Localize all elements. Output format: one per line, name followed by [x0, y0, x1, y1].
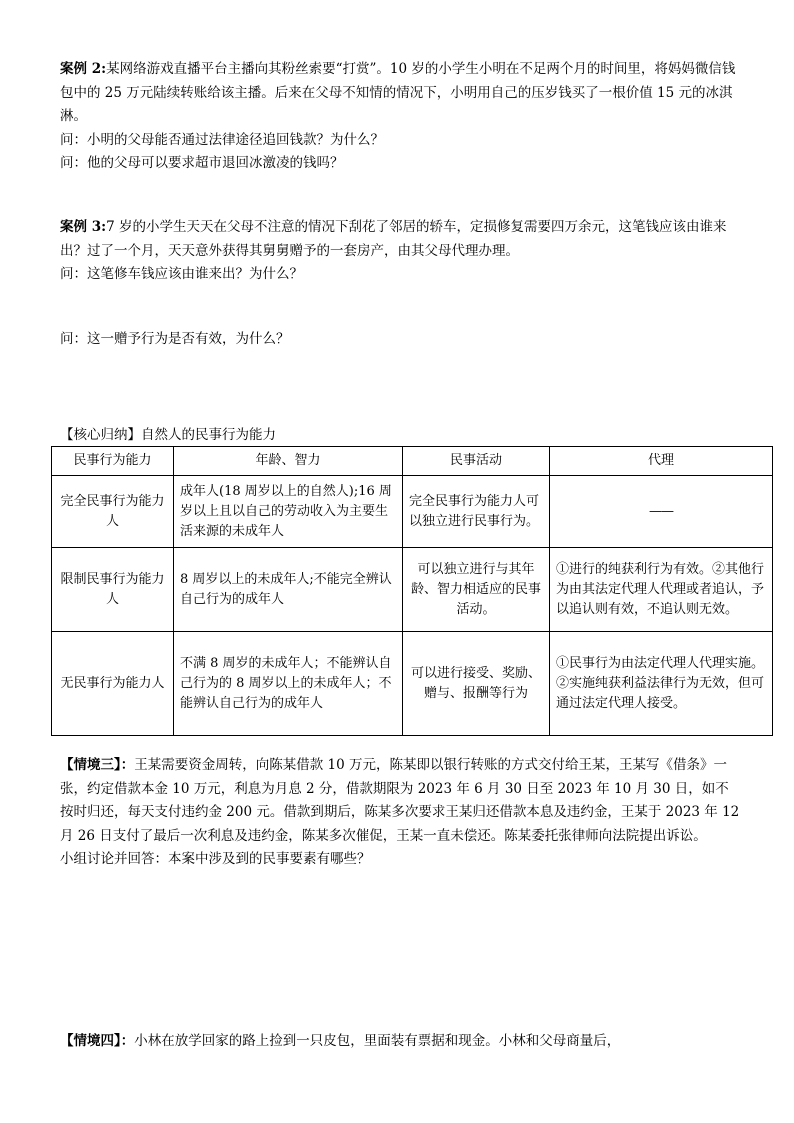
case-2-question-2: 问：他的父母可以要求超市退回冰激凌的钱吗？ [60, 155, 344, 171]
header-activity: 民事活动 [403, 447, 550, 476]
cell-activity: 可以进行接受、奖励、赠与、报酬等行为 [403, 632, 550, 736]
header-age: 年龄、智力 [174, 447, 403, 476]
scene-3-text: 王某需要资金周转，向陈某借款 10 万元，陈某即以银行转账的方式交付给王某，王某写《借条》一张，约定借款本金 10 万元，利息为月息 2 分，借款期限为 2023 年 6 月 30 日至 2023 年 10 月 30 日，如不按时归还，每天支付违约金 200 元。借款到期后，陈某多次要求王某归还借款本息及违约金，王某于 2023 年 12 月 26 日支付了最后一次利息及违约金，陈某多次催促，王某一直未偿还。陈某委托张律师向法院提出诉讼。 [60, 757, 740, 844]
scene-4-paragraph [60, 1030, 740, 1054]
case-2-paragraph [60, 58, 740, 129]
scene-4-text: 小林在放学回家的路上捡到一只皮包，里面装有票据和现金。小林和父母商量后， [134, 1033, 621, 1049]
cell-agency: ①民事行为由法定代理人代理实施。②实施纯获利益法律行为无效，但可通过法定代理人接受。 [550, 632, 773, 736]
case-3-label: 案例 3: [60, 219, 107, 235]
table-row [52, 476, 773, 548]
case-3-text: 7 岁的小学生天天在父母不注意的情况下刮花了邻居的轿车，定损修复需要四万余元，这笔钱应该由谁来出？过了一个月，天天意外获得其舅舅赠予的一套房产，由其父母代理办理。 [60, 219, 727, 259]
scene-4-label: 【情境四】： [60, 1033, 135, 1049]
cell-age: 不满 8 周岁的未成年人；不能辨认自己行为的 8 周岁以上的未成年人；不能辨认自己行为的成年人 [174, 632, 403, 736]
cell-activity: 完全民事行为能力人可以独立进行民事行为。 [403, 476, 550, 548]
cell-ability: 完全民事行为能力人 [52, 476, 174, 548]
scene-3-question: 小组讨论并回答：本案中涉及到的民事要素有哪些？ [60, 851, 371, 867]
cell-activity: 可以独立进行与其年龄、智力相适应的民事活动。 [403, 548, 550, 632]
case-2-section [60, 58, 740, 176]
cell-ability: 无民事行为能力人 [52, 632, 174, 736]
case-2-question-1: 问：小明的父母能否通过法律途径追回钱款？为什么？ [60, 131, 384, 148]
cell-ability: 限制民事行为能力人 [52, 548, 174, 632]
case-3-question-2: 问：这一赠予行为是否有效，为什么？ [60, 331, 290, 347]
scene-3-paragraph [60, 754, 740, 848]
header-ability: 民事行为能力 [52, 447, 174, 476]
cell-agency: ①进行的纯获利行为有效。②其他行为由其法定代理人代理或者追认，予以追认则有效，不追认则无效。 [550, 548, 773, 632]
scene-3-label: 【情境三】： [60, 757, 135, 773]
scene-4-section [60, 1030, 740, 1054]
table-row [52, 548, 773, 632]
case-3-section [60, 216, 740, 287]
table-row [52, 632, 773, 736]
case-3-paragraph [60, 216, 740, 263]
case-3-question-1: 问：这笔修车钱应该由谁来出？为什么？ [60, 266, 303, 282]
case-3-question-2-block [60, 328, 740, 352]
table-header-row [52, 447, 773, 476]
cell-age: 8 周岁以上的未成年人;不能完全辨认自己行为的成年人 [174, 548, 403, 632]
summary-title: 【核心归纳】自然人的民事行为能力 [60, 427, 276, 443]
cell-agency: —— [550, 476, 773, 548]
scene-3-section [60, 754, 740, 872]
civil-capacity-table [51, 446, 773, 736]
cell-age: 成年人(18 周岁以上的自然人);16 周岁以上且以自己的劳动收入为主要生活来源的未成年人 [174, 476, 403, 548]
case-2-label: 案例 2: [60, 61, 107, 77]
header-agency: 代理 [550, 447, 773, 476]
case-2-text: 某网络游戏直播平台主播向其粉丝索要“打赏”。10 岁的小学生小明在不足两个月的时间里，将妈妈微信钱包中的 25 万元陆续转账给该主播。后来在父母不知情的情况下，小明用自己的压岁钱买了一根价值 15 元的冰淇淋。 [60, 61, 736, 124]
